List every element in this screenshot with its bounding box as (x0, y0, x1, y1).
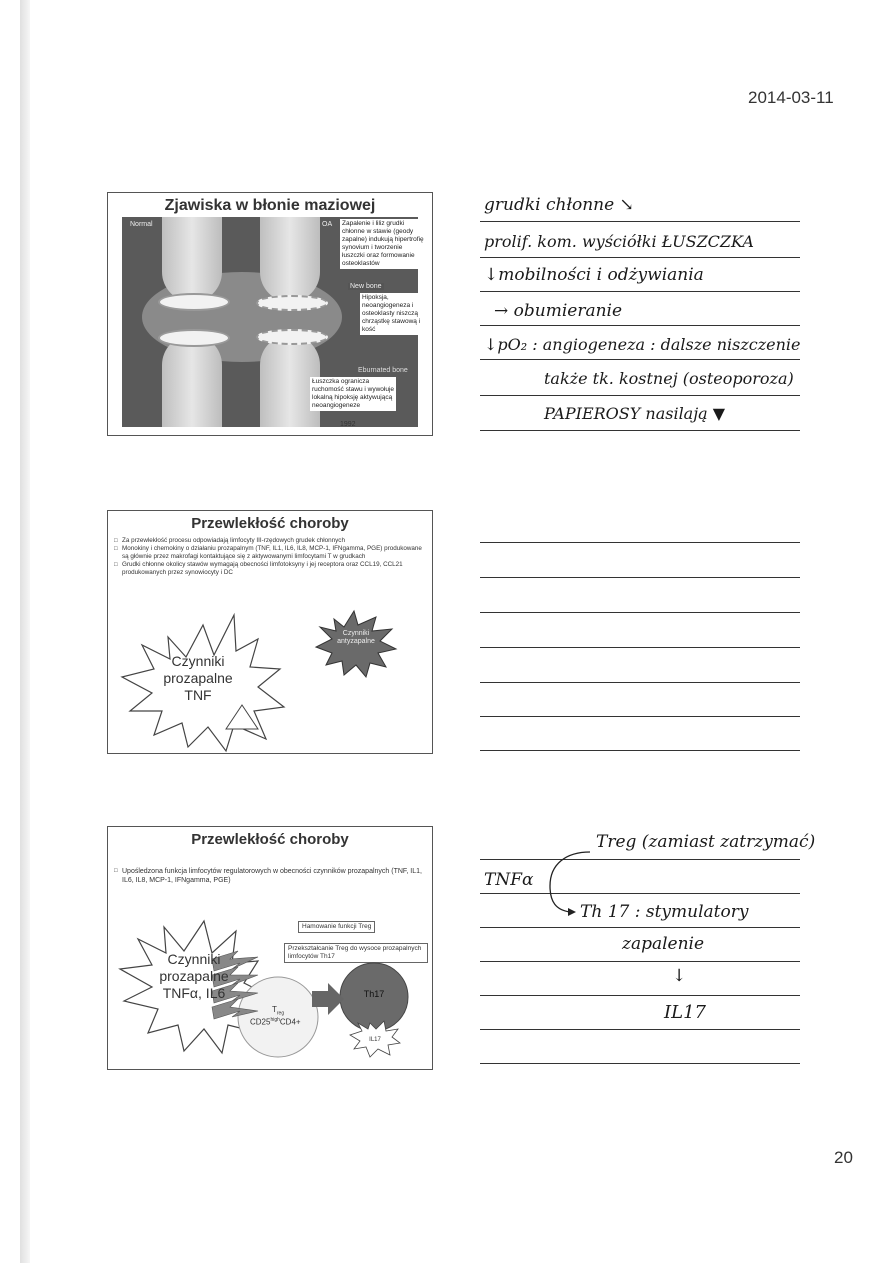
handwriting-line: ↓ (672, 966, 687, 986)
label-eburnated: Eburnated bone (358, 367, 408, 374)
page-date: 2014-03-11 (748, 88, 834, 107)
handwriting-line: PAPIEROSY nasilają ▼ (544, 404, 726, 423)
slide-chronicity-2 (107, 826, 433, 1070)
burst-big-text (134, 951, 254, 1002)
label-oa: OA (322, 221, 333, 228)
cartilage-lower (158, 329, 230, 347)
burst-line: Czynniki (342, 630, 370, 637)
handwriting-line: ↓pO₂ : angiogeneza : dalsze niszczenie (484, 335, 801, 354)
handwriting-line: grudki chłonne ↘ (484, 195, 634, 215)
ruled-line (480, 257, 800, 258)
burst-line: TNF (184, 687, 212, 703)
arrowhead (568, 908, 576, 916)
slide-title: Przewlekłość choroby (191, 515, 349, 532)
slide-chronicity-1 (107, 510, 433, 754)
cartilage-oa-upper (256, 295, 328, 311)
handwriting-line: także tk. kostnej (osteoporoza) (544, 369, 794, 388)
ruled-line (480, 359, 800, 360)
ruled-line (480, 325, 800, 326)
slide-title: Zjawiska w błonie maziowej (164, 197, 376, 214)
burst-line: TNFα, IL6 (162, 985, 226, 1001)
lower-bone-normal (162, 335, 222, 427)
il17-label: IL17 (369, 1037, 381, 1043)
bullet-list (114, 867, 426, 885)
scan-shadow (20, 0, 30, 1263)
upper-bone-oa (260, 217, 320, 302)
box-inhibition: Hamowanie funkcji Treg (298, 921, 375, 933)
note-1: Zapalenie i liliz grudki chłonne w stawie (geody zapalne) indukują hipertrofię synovium i tworzenie łuszczki oraz formowanie osteoklastów (340, 219, 426, 269)
burst-line: prozapalne (159, 968, 229, 984)
ruled-line (480, 647, 800, 648)
ruled-line (480, 542, 800, 543)
ruled-line (480, 221, 800, 222)
handwriting-line: Treg (zamiast zatrzymać) (596, 832, 816, 852)
cd4-label: CD4+ (279, 1017, 301, 1027)
th17-label: Th17 (363, 989, 385, 999)
ruled-line (480, 577, 800, 578)
bullet-item: □ Grudki chłonne okolicy stawów wymagają obecności limfotoksyny i jej receptora oraz CCL19, CCL21 produkowanych przez synowiocyty i DC (114, 561, 426, 577)
cd25-label: CD25 (250, 1017, 271, 1027)
note-3: Łuszczka ogranicza ruchomość stawu i wywołuje lokalną hipoksję aktywującą neoangiogeneze (312, 378, 395, 409)
handwriting-line: ↓mobilności i odżywiania (484, 265, 704, 285)
burst-small-text (316, 630, 396, 646)
ruled-line (480, 750, 800, 751)
treg-t: T (272, 1005, 277, 1014)
treg-sub: reg (276, 1010, 285, 1017)
ruled-line (480, 1063, 800, 1064)
page-number: 20 (834, 1148, 853, 1167)
bullet-list (114, 537, 426, 577)
ruled-line (480, 927, 800, 928)
handwriting-line: TNFα (484, 870, 534, 890)
handwriting-line: Th 17 : stymulatory (580, 902, 749, 922)
ruled-line (480, 682, 800, 683)
burst-big-text (138, 653, 258, 704)
ruled-line (480, 291, 800, 292)
label-normal: Normal (130, 221, 153, 228)
label-new-bone: New bone (350, 283, 382, 290)
upper-bone-normal (162, 217, 222, 302)
bullet-item: □ Monokiny i chemokiny o działaniu prozapalnym (TNF, IL1, IL6, IL8, MCP-1, IFNgamma, PGE) produkowane są głównie przez makrofagi kontaktujące się z aktywowanymi limfocytami T w grudkach (114, 545, 426, 561)
burst-line: Czynniki (167, 951, 221, 967)
note-2: Hipoksja, neoangiogeneza i osteoklasty niszczą chrząstkę stawową i kość (360, 293, 426, 335)
ruled-line (480, 395, 800, 396)
handwriting-line: prolif. kom. wyściółki ŁUSZCZKA (484, 232, 754, 251)
arrow-curve-up (550, 852, 590, 886)
ruled-line (480, 961, 800, 962)
ruled-line (480, 612, 800, 613)
handwriting-line: IL17 (664, 1002, 706, 1023)
handwriting-line: → obumieranie (494, 301, 623, 321)
burst-line: Czynniki (171, 653, 225, 669)
slide-title: Przewlekłość choroby (191, 831, 349, 848)
slide-synovium (107, 192, 433, 436)
burst-line: prozapalne (163, 670, 233, 686)
handwriting-line: zapalenie (622, 934, 705, 954)
cartilage-upper (158, 293, 230, 311)
ruled-line (480, 716, 800, 717)
treg-label (250, 1005, 324, 1026)
ruled-line (480, 430, 800, 431)
reference-year: 1992 (340, 421, 356, 428)
cd25-sup: high (270, 1016, 280, 1023)
burst-line: antyzapalne (337, 638, 375, 645)
ruled-line (480, 995, 800, 996)
ruled-line (480, 1029, 800, 1030)
bullet-item: □ Upośledzona funkcja limfocytów regulatorowych w obecności czynników prozapalnych (TNF, IL1, IL6, IL8, MCP-1, IFNgamma, PGE) (114, 867, 426, 885)
box-transformation: Przekształcanie Treg do wysoce prozapalnych limfocytów Th17 (284, 943, 428, 963)
cartilage-oa-lower (256, 329, 328, 345)
arrow-curve-down (550, 886, 570, 912)
bullet-item: □ Za przewlekłość procesu odpowiadają limfocyty III-rzędowych grudek chłonnych (114, 537, 426, 545)
